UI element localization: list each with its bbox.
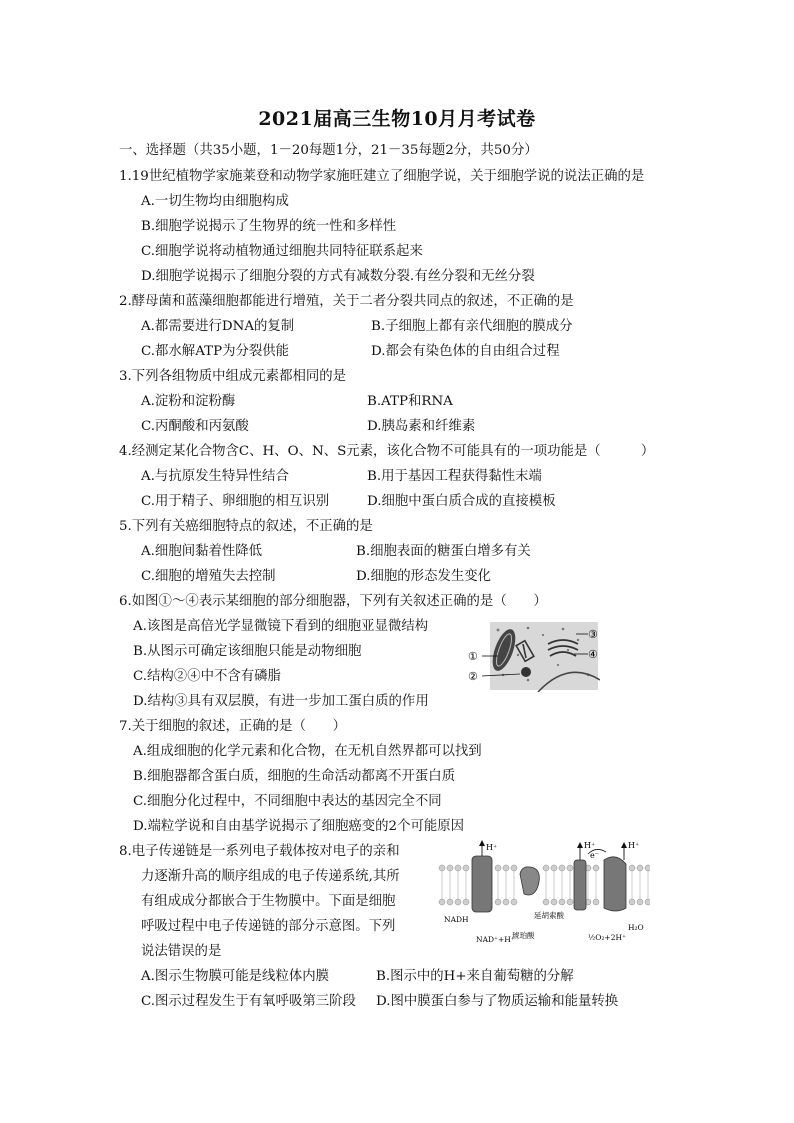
electron-label: e⁻ [590,851,599,860]
question-2-stem: 2.酵母菌和蓝藻细胞都能进行增殖，关于二者分裂共同点的叙述，不正确的是 [119,294,574,309]
question-3-option-b: B.ATP和RNA [367,394,453,409]
exam-title: 2021届高三生物10月月考试卷 [258,108,536,130]
question-2-option-c: C.都水解ATP为分裂供能 [141,344,290,359]
question-8-stem-line-2: 力逐渐升高的顺序组成的电子传递系统,其所 [141,869,400,884]
complex-ii-protein [520,867,539,895]
question-8-option-a: A.图示生物膜可能是线粒体内膜 [141,969,330,984]
question-5-option-b: B.细胞表面的糖蛋白增多有关 [356,544,531,559]
complex-iii-protein [574,860,586,910]
question-8-stem-line-5: 说法错误的是 [141,944,222,959]
nadh-label: NADH [444,915,469,924]
question-7-option-b: B.细胞器都含蛋白质，细胞的生命活动都离不开蛋白质 [133,769,456,784]
complex-i-protein [472,856,492,912]
question-8-option-c: C.图示过程发生于有氧呼吸第三阶段 [141,994,356,1009]
question-2-option-b: B.子细胞上都有亲代细胞的膜成分 [371,319,573,334]
proton-label-3: H⁺ [628,841,640,850]
section-heading: 一、选择题（共35小题，1－20每题1分，21－35每题2分，共50分） [119,143,538,158]
electron-transport-chain-figure [438,838,650,946]
question-5-option-a: A.细胞间黏着性降低 [141,544,263,559]
complex-iv-protein [604,857,626,911]
question-1-stem: 1.19世纪植物学家施莱登和动物学家施旺建立了细胞学说，关于细胞学说的说法正确的是 [119,169,645,184]
question-6-stem: 6.如图①～④表示某细胞的部分细胞器，下列有关叙述正确的是（ ） [119,594,547,609]
question-2-option-a: A.都需要进行DNA的复制 [141,319,295,334]
question-8-option-b: B.图示中的H+来自葡萄糖的分解 [376,969,574,984]
proton-label-1: H⁺ [486,843,498,852]
proton-label-2: H⁺ [584,841,596,850]
question-4-option-d: D.细胞中蛋白质合成的直接模板 [367,494,556,509]
question-4-option-b: B.用于基因工程获得黏性末端 [367,469,542,484]
question-8-option-d: D.图中膜蛋白参与了物质运输和能量转换 [376,994,619,1009]
question-8-stem-line-1: 8.电子传递链是一系列电子载体按对电子的亲和 [119,844,400,859]
figure-label-3: ③ [588,628,598,641]
organelle-figure [468,620,600,692]
water-label: H₂O [628,923,644,932]
question-8-stem-line-3: 有组成成分都嵌合于生物膜中。下面是细胞 [141,894,396,909]
question-1-option-c: C.细胞学说将动植物通过细胞共同特征联系起来 [141,244,423,259]
question-7-option-a: A.组成细胞的化学元素和化合物，在无机自然界都可以找到 [133,744,482,759]
question-5-stem: 5.下列有关癌细胞特点的叙述，不正确的是 [119,519,373,534]
question-3-option-c: C.丙酮酸和丙氨酸 [141,419,249,434]
question-3-option-a: A.淀粉和淀粉酶 [141,394,236,409]
nad-label: NAD⁺+H⁺ [476,935,515,944]
question-3-stem: 3.下列各组物质中组成元素都相同的是 [119,369,347,384]
question-6-option-a: A.该图是高倍光学显微镜下看到的细胞亚显微结构 [133,619,429,634]
question-1-option-b: B.细胞学说揭示了生物界的统一性和多样性 [141,219,397,234]
question-6-option-b: B.从图示可确定该细胞只能是动物细胞 [133,644,362,659]
question-7-option-d: D.端粒学说和自由基学说揭示了细胞癌变的2个可能原因 [133,819,465,834]
question-6-option-c: C.结构②④中不含有磷脂 [133,669,281,684]
ribosome-shape [521,667,531,677]
oxygen-label: ½O₂+2H⁺ [588,933,626,942]
question-4-stem: 4.经测定某化合物含C、H、O、N、S元素，该化合物不可能具有的一项功能是（ ） [119,444,655,459]
question-7-option-c: C.细胞分化过程中，不同细胞中表达的基因完全不同 [133,794,442,809]
question-3-option-d: D.胰岛素和纤维素 [367,419,476,434]
fumarate-label: 延胡索酸 [534,911,564,920]
question-5-option-d: D.细胞的形态发生变化 [356,569,492,584]
question-8-stem-line-4: 呼吸过程中电子传递链的部分示意图。下列 [141,919,396,934]
question-7-stem: 7.关于细胞的叙述，正确的是（ ） [119,719,347,734]
question-2-option-d: D.都会有染色体的自由组合过程 [371,344,560,359]
figure-label-4: ④ [588,648,598,661]
question-6-option-d: D.结构③具有双层膜，有进一步加工蛋白质的作用 [133,694,429,709]
question-1-option-a: A.一切生物均由细胞构成 [141,194,289,209]
question-5-option-c: C.细胞的增殖失去控制 [141,569,276,584]
question-4-option-a: A.与抗原发生特异性结合 [141,469,289,484]
succinate-label: 琥珀酸 [512,931,535,940]
figure-label-1: ① [468,650,478,663]
figure-label-2: ② [468,670,478,683]
question-1-option-d: D.细胞学说揭示了细胞分裂的方式有减数分裂.有丝分裂和无丝分裂 [141,269,535,284]
question-4-option-c: C.用于精子、卵细胞的相互识别 [141,494,330,509]
